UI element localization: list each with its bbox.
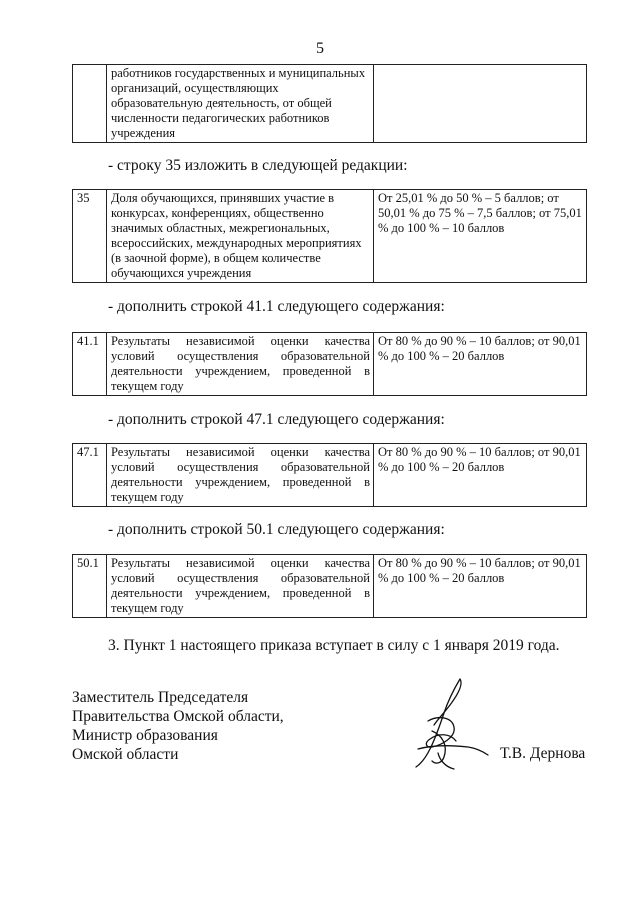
- signer-title-line: Омской области: [72, 746, 179, 763]
- table-row-47-1: [72, 443, 587, 507]
- signer-title-line: Правительства Омской области,: [72, 708, 284, 725]
- row-value-cell: От 80 % до 90 % – 10 баллов; от 90,01 % до 100 % – 20 баллов: [374, 555, 587, 618]
- page-number: 5: [316, 40, 324, 57]
- table-row: [73, 444, 587, 507]
- table-row: [73, 190, 587, 283]
- signer-title-block: [72, 688, 284, 764]
- row-number-cell: [73, 65, 107, 143]
- signer-name: Т.В. Дернова: [500, 745, 586, 762]
- row-value-cell: От 25,01 % до 50 % – 5 баллов; от 50,01 % до 75 % – 7,5 баллов; от 75,01 % до 100 % – 10 баллов: [374, 190, 587, 283]
- signer-title-line: Заместитель Председателя: [72, 689, 249, 706]
- handwritten-signature: [398, 675, 498, 775]
- row-number-cell: 47.1: [73, 444, 107, 507]
- paragraph-row-47-1: - дополнить строкой 47.1 следующего содержания:: [108, 411, 445, 428]
- signer-title-line: Министр образования: [72, 727, 218, 744]
- table-continuation: [72, 64, 587, 143]
- row-value-cell: От 80 % до 90 % – 10 баллов; от 90,01 % до 100 % – 20 баллов: [374, 444, 587, 507]
- table-row-35: [72, 189, 587, 283]
- paragraph-row-41-1: - дополнить строкой 41.1 следующего содержания:: [108, 298, 445, 315]
- table-row: [73, 65, 587, 143]
- table-row-41-1: [72, 332, 587, 396]
- row-number-cell: 41.1: [73, 333, 107, 396]
- row-description-cell: Результаты независимой оценки качества условий осуществления образовательной деятельности учреждением, проведенной в текущем году: [107, 333, 374, 396]
- row-description-cell: работников государственных и муниципальных организаций, осуществляющих образовательную деятельность, от общей численности педагогических работников учреждения: [107, 65, 374, 143]
- table-row: [73, 555, 587, 618]
- row-number-cell: 50.1: [73, 555, 107, 618]
- row-description-cell: Результаты независимой оценки качества условий осуществления образовательной деятельности учреждением, проведенной в текущем году: [107, 444, 374, 507]
- row-description-cell: Доля обучающихся, принявших участие в конкурсах, конференциях, общественно значимых областных, межрегиональных, всероссийских, международных мероприятиях (в заочной форме), в общем количестве обучающихся учреждения: [107, 190, 374, 283]
- row-number-cell: 35: [73, 190, 107, 283]
- table-row-50-1: [72, 554, 587, 618]
- paragraph-effective-date: 3. Пункт 1 настоящего приказа вступает в силу с 1 января 2019 года.: [108, 637, 560, 654]
- row-value-cell: От 80 % до 90 % – 10 баллов; от 90,01 % до 100 % – 20 баллов: [374, 333, 587, 396]
- table-row: [73, 333, 587, 396]
- paragraph-row-50-1: - дополнить строкой 50.1 следующего содержания:: [108, 521, 445, 538]
- row-description-cell: Результаты независимой оценки качества условий осуществления образовательной деятельности учреждением, проведенной в текущем году: [107, 555, 374, 618]
- row-value-cell: [374, 65, 587, 143]
- paragraph-row-35: - строку 35 изложить в следующей редакции:: [108, 157, 408, 174]
